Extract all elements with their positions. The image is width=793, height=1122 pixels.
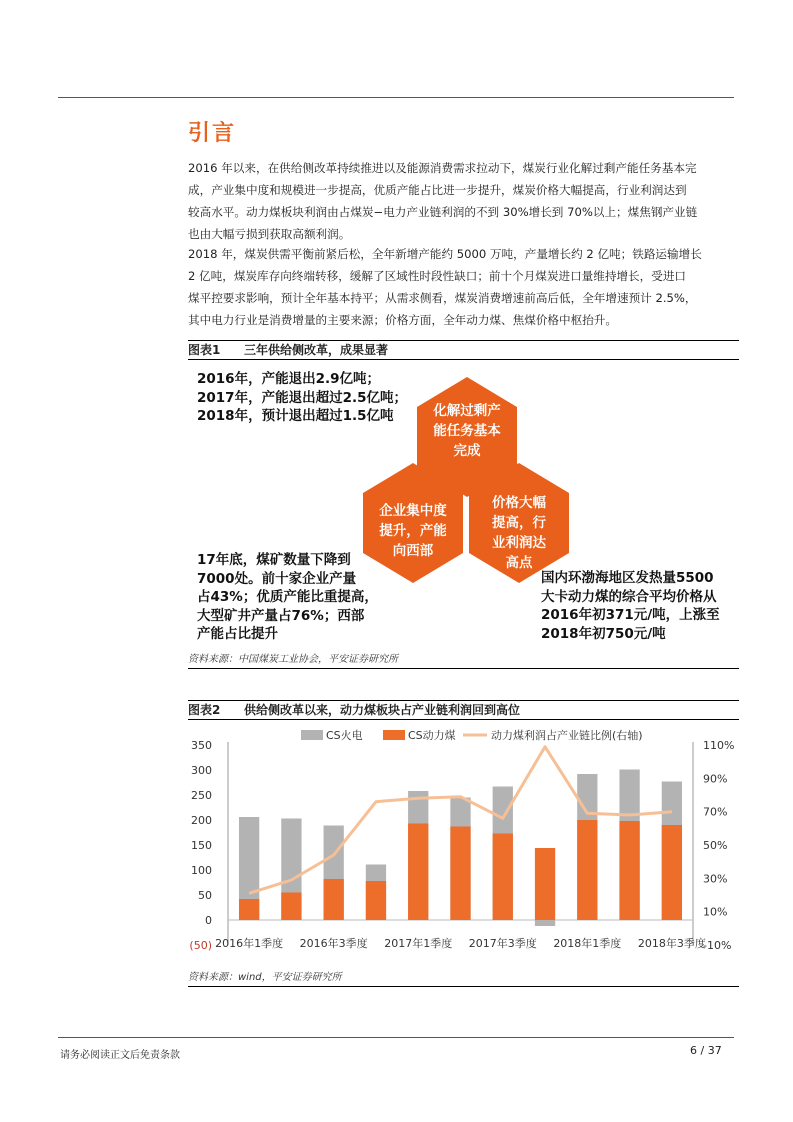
right-axis-tick-label: 50%	[703, 839, 728, 852]
bar-cs-thermal-coal	[281, 893, 301, 921]
left-axis-tick-label: (50)	[189, 939, 212, 952]
figure1-source: 资料来源：中国煤炭工业协会，平安证券研究所	[188, 652, 739, 669]
right-axis-tick-label: 30%	[703, 872, 728, 886]
note-line: 2018年初750元/吨	[541, 625, 666, 642]
right-axis-tick-label: 110%	[703, 739, 735, 752]
right-axis-tick-label: -10%	[703, 939, 732, 952]
right-axis-tick-label: 10%	[703, 905, 728, 919]
left-axis-tick-label: 100	[191, 864, 212, 877]
x-axis-tick-label: 2017年1季度	[384, 937, 453, 950]
note-line: 大型矿井产量占76%；西部	[197, 607, 365, 624]
left-axis-tick-label: 200	[191, 814, 212, 827]
text-line: 煤平控要求影响，预计全年基本持平；从需求侧看，煤炭消费增速前高后低，全年增速预计 2.5%，	[188, 291, 697, 305]
left-axis-tick-label: 350	[191, 739, 212, 752]
text-line: 成，产业集中度和规模进一步提高，优质产能占比进一步提升，煤炭价格大幅提高，行业利润达到	[188, 183, 687, 197]
legend-label-cs-thermal-power: CS火电	[326, 729, 363, 742]
text-line: 也由大幅亏损到获取高额利润。	[188, 227, 351, 241]
figure2-title: 供给侧改革以来，动力煤板块占产业链利润回到高位	[244, 703, 521, 717]
figure1-notes-left	[197, 551, 378, 644]
page-number: 6 / 37	[690, 1044, 722, 1057]
bar-cs-thermal-coal	[366, 881, 386, 920]
hex-top-line: 完成	[453, 443, 481, 459]
x-axis-tick-label: 2017年3季度	[468, 937, 537, 950]
bar-cs-thermal-coal	[324, 879, 344, 920]
figure2-label: 图表2	[188, 703, 221, 717]
hex-top-line: 能任务基本	[433, 423, 501, 439]
note-line: 7000处。前十家企业产量	[197, 570, 357, 587]
figure2-header	[188, 700, 739, 720]
figure1-label: 图表1	[188, 343, 221, 357]
legend-label-cs-thermal-coal: CS动力煤	[408, 729, 456, 742]
x-axis-tick-label: 2016年1季度	[215, 937, 284, 950]
bar-cs-thermal-coal	[535, 848, 555, 920]
bar-cs-thermal-coal	[493, 834, 513, 921]
left-axis-tick-label: 50	[198, 889, 212, 902]
header-rule	[58, 97, 734, 98]
note-line: 17年底，煤矿数量下降到	[197, 552, 351, 568]
x-axis-tick-label: 2016年3季度	[299, 937, 368, 950]
x-axis-tick-label: 2018年3季度	[637, 937, 706, 950]
hex-left-line: 企业集中度	[379, 503, 447, 519]
hex-left-line: 向西部	[392, 543, 434, 559]
note-line: 2016年初371元/吨，上涨至	[541, 607, 720, 623]
note-line: 2016年，产能退出2.9亿吨；	[197, 371, 380, 387]
intro-paragraph-2	[188, 243, 739, 331]
left-axis-tick-label: 0	[205, 914, 212, 927]
hexagon-diagram	[355, 355, 585, 585]
legend-swatch-cs-thermal-coal	[383, 730, 405, 740]
left-axis-tick-label: 300	[191, 764, 212, 777]
hex-top-line: 化解过剩产	[433, 403, 501, 419]
hex-right-line: 业利润达	[492, 535, 546, 551]
intro-paragraph-1	[188, 157, 739, 245]
footer-disclaimer: 请务必阅读正文后免责条款	[60, 1050, 180, 1061]
bar-cs-thermal-coal	[662, 825, 682, 920]
bar-cs-thermal-power	[535, 920, 555, 926]
bar-cs-thermal-coal	[577, 820, 597, 920]
figure1-notes-right	[541, 569, 720, 643]
note-line: 2017年，产能退出超过2.5亿吨；	[197, 389, 407, 406]
right-axis-tick-label: 70%	[703, 805, 728, 819]
note-line: 国内环渤海地区发热量5500	[541, 570, 714, 586]
note-line: 大卡动力煤的综合平均价格从	[541, 588, 717, 605]
figure2-source: 资料来源：wind，平安证券研究所	[188, 970, 739, 987]
bar-cs-thermal-coal	[239, 899, 259, 920]
right-axis-tick-label: 90%	[703, 772, 728, 786]
text-line: 较高水平。动力煤板块利润由占煤炭−电力产业链利润的不到 30%增长到 70%以上；煤焦钢产业链	[188, 205, 698, 219]
footer-rule	[58, 1037, 734, 1038]
left-axis-tick-label: 150	[191, 839, 212, 852]
bar-cs-thermal-coal	[619, 821, 639, 920]
left-axis-tick-label: 250	[191, 789, 212, 802]
bar-cs-thermal-coal	[450, 827, 470, 921]
hex-right-line: 高点	[505, 555, 533, 571]
hex-left-line: 提升，产能	[379, 523, 447, 539]
text-line: 其中电力行业是消费增量的主要来源；价格方面，全年动力煤、焦煤价格中枢抬升。	[188, 313, 617, 327]
note-line: 2018年，预计退出超过1.5亿吨	[197, 408, 394, 424]
x-axis-tick-label: 2018年1季度	[553, 937, 622, 950]
text-line: 2 亿吨，煤炭库存向终端转移，缓解了区域性时段性缺口；前十个月煤炭进口量维持增长，受进口	[188, 269, 687, 283]
note-line: 产能占比提升	[197, 626, 278, 642]
hex-right-line: 提高，行	[492, 515, 546, 531]
note-line: 占43%；优质产能比重提高，	[197, 589, 378, 605]
bar-cs-thermal-coal	[408, 824, 428, 921]
legend-label-coal-profit-share: 动力煤利润占产业链比例(右轴)	[491, 729, 643, 742]
profit-chart	[188, 722, 739, 970]
figure1-title: 三年供给侧改革，成果显著	[244, 343, 389, 357]
legend-swatch-cs-thermal-power	[301, 730, 323, 740]
text-line: 2016 年以来，在供给侧改革持续推进以及能源消费需求拉动下，煤炭行业化解过剩产能任务基本完	[188, 161, 697, 175]
hex-right-line: 价格大幅	[492, 495, 546, 511]
section-title: 引言	[188, 121, 237, 146]
text-line: 2018 年，煤炭供需平衡前紧后松，全年新增产能约 5000 万吨，产量增长约 2 亿吨；铁路运输增长	[188, 247, 702, 261]
